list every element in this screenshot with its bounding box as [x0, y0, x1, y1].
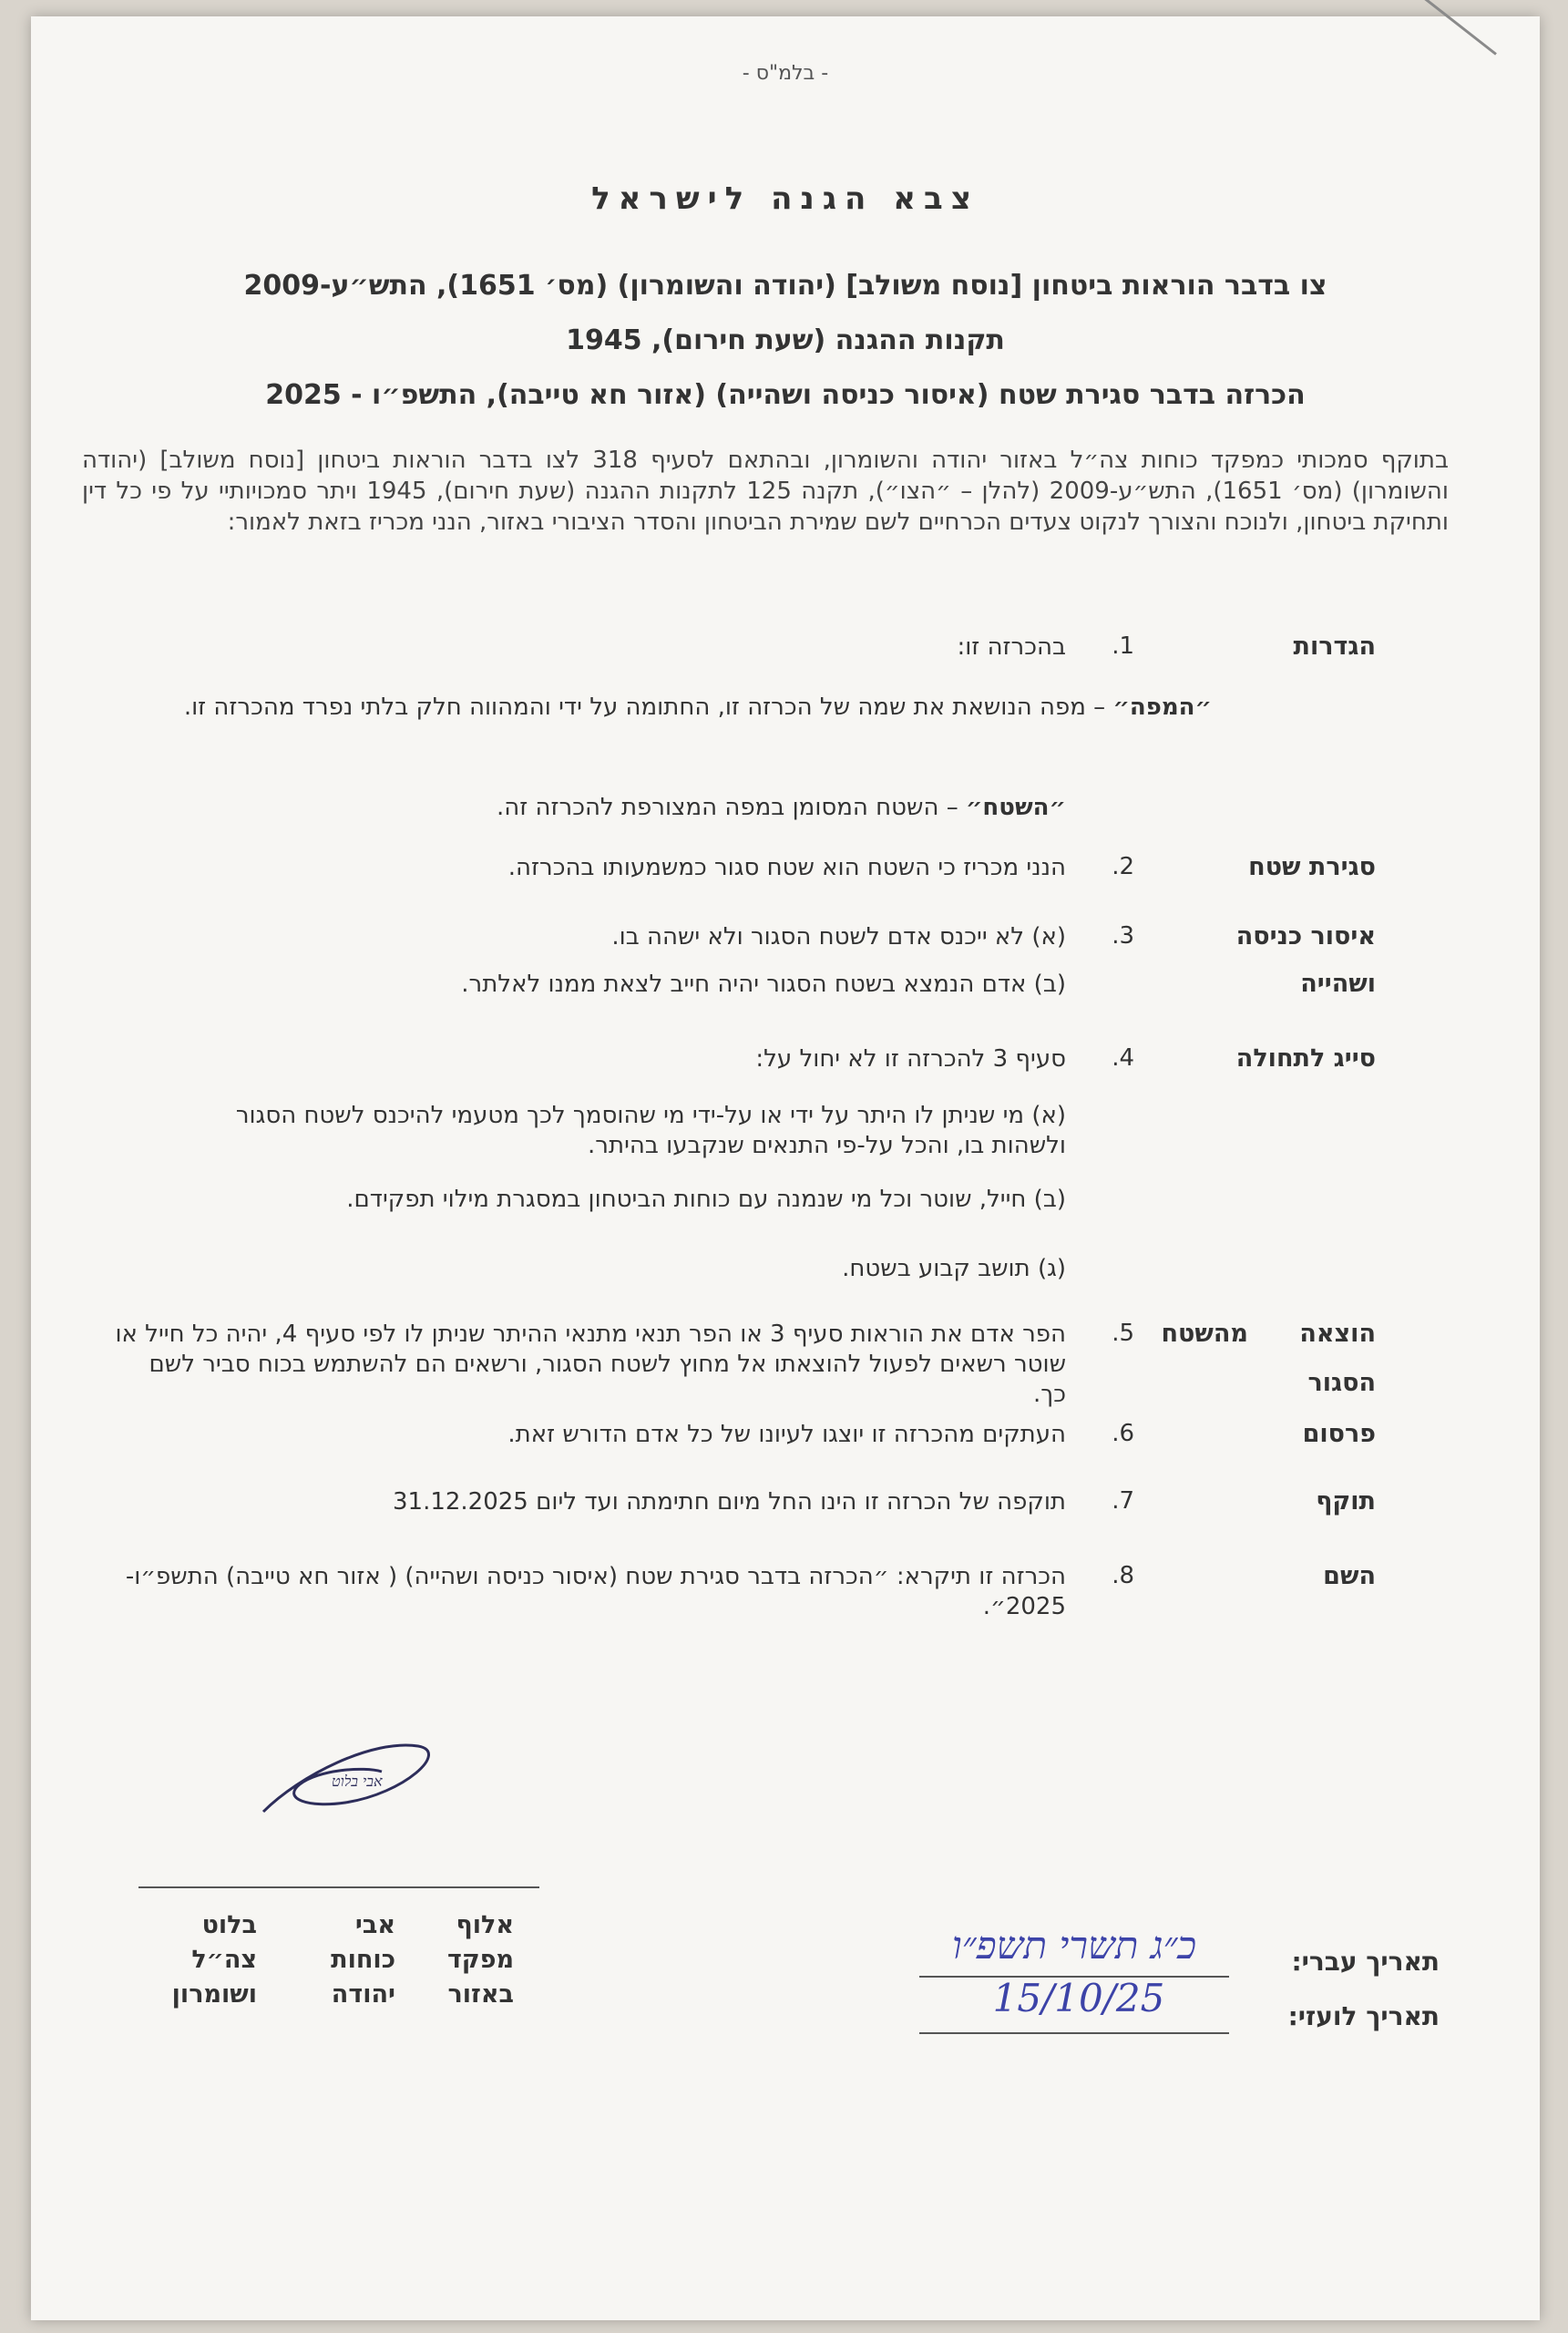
- section-4-clause-c: (ג) תושב קבוע בשטח.: [842, 1255, 1066, 1282]
- intro-paragraph: בתוקף סמכותי כמפקד כוחות צה״ל באזור יהודה והשומרון, ובהתאם לסעיף 318 לצו בדבר הוראות ביטחון [נוסח משולב] (יהודה והשומרון) (מס׳ 1651), התש״ע-2009 (להלן – ״הצו״), תקנה 125 לתקנות ההגנה (שעת חירום), 1945 ויתר סמכויותיי על פי כל דין ותחיקת ביטחון, ולנוכח והצורך לנקוט צעדים הכרחיים לשם שמירת הביטחון והסדר הציבורי באזור, הנני מכריז בזאת לאמור:: [82, 447, 1450, 536]
- definition-area: [155, 793, 1066, 823]
- section-4-number: .4: [1112, 1044, 1134, 1072]
- hebrew-date-value: כ״ג תשרי תשפ״ו: [951, 1923, 1197, 1968]
- section-1-label: הגדרות: [1293, 632, 1376, 661]
- signatory-title-1: מפקד: [446, 1946, 514, 1974]
- signatory-title-4: יהודה: [331, 1980, 395, 2009]
- document-page: [31, 16, 1540, 2320]
- gregorian-date-label: תאריך לועזי:: [1287, 2001, 1440, 2031]
- signature-mark: [245, 1711, 464, 1839]
- section-4-label: סייג לתחולה: [1235, 1044, 1376, 1073]
- section-5-number: .5: [1112, 1320, 1134, 1347]
- organization-title: צבא הגנה לישראל: [591, 180, 979, 217]
- definition-map-text: – מפה הנושאת את שמה של הכרזה זו, החתומה על ידי והמהווה חלק בלתי נפרד מהכרזה זו.: [183, 694, 1113, 721]
- section-7-label: תוקף: [1316, 1487, 1376, 1516]
- signatory-rank: אלוף: [456, 1911, 514, 1939]
- section-4-text: סעיף 3 להכרזה זו לא יחול על:: [755, 1045, 1066, 1073]
- section-1-number: .1: [1112, 632, 1134, 660]
- section-3-number: .3: [1112, 922, 1134, 950]
- section-8-number: .8: [1112, 1562, 1134, 1589]
- definition-area-term: ״השטח״: [965, 794, 1066, 821]
- signatory-title-5: צה״ל: [191, 1946, 257, 1974]
- section-6-number: .6: [1112, 1420, 1134, 1447]
- section-4-clause-b: (ב) חייל, שוטר וכל מי שנמנה עם כוחות הביטחון במסגרת מילוי תפקידם.: [346, 1186, 1066, 1213]
- classification-label: - בלמ"ס -: [742, 62, 829, 85]
- section-2-text: הנני מכריז כי השטח הוא שטח סגור כמשמעותו בהכרזה.: [507, 854, 1066, 881]
- signatory-col-1: [414, 1908, 514, 2012]
- section-7-text: תוקפה של הכרזה זו הינו החל מיום חתימתה ועד ליום 31.12.2025: [392, 1488, 1066, 1516]
- signatory-first-name: אבי: [354, 1911, 395, 1939]
- section-6-text: העתקים מהכרזה זו יוצגו לעיונו של כל אדם הדורש זאת.: [507, 1421, 1066, 1448]
- signatory-title-2: באזור: [447, 1980, 514, 2009]
- signature-line: [138, 1886, 539, 1888]
- section-3-clause-a: (א) לא ייכנס אדם לשטח הסגור ולא ישהה בו.: [611, 923, 1066, 951]
- section-3-label-line2: ושהייה: [1300, 970, 1376, 998]
- definition-map: [182, 693, 1212, 723]
- section-5-label-line2: הסגור: [1307, 1369, 1376, 1397]
- signatory-title-3: כוחות: [331, 1946, 395, 1974]
- definition-area-text: – השטח המסומן במפה המצורפת להכרזה זה.: [497, 794, 966, 821]
- section-6-label: פרסום: [1302, 1420, 1376, 1448]
- gregorian-date-value: 15/10/25: [992, 1976, 1165, 2020]
- section-2-label: סגירת שטח: [1248, 853, 1376, 881]
- hebrew-date-label: תאריך עברי:: [1291, 1947, 1440, 1977]
- section-7-number: .7: [1112, 1487, 1134, 1515]
- signatory-col-2: [286, 1908, 395, 2012]
- definition-map-term: ״המפה״: [1112, 694, 1212, 721]
- page-fold-mark: [1409, 0, 1497, 56]
- regulations-title: תקנות ההגנה (שעת חירום), 1945: [566, 324, 1005, 356]
- section-5-label-line1: הוצאה מהשטח: [1161, 1320, 1376, 1348]
- signature-text: אבי בלוט: [332, 1773, 383, 1790]
- section-4-clause-a: (א) מי שניתן לו היתר על ידי או על-ידי מי שהוסמך לכך מטעמי להיכנס לשטח הסגור ולשהות בו, והכל על-פי התנאים שנקבעו בהיתר.: [235, 1102, 1066, 1159]
- section-5-text: הפר אדם את הוראות סעיף 3 או הפר תנאי מתנאי ההיתר שניתן לו לפי סעיף 4, יהיה כל חייל או שוטר רשאים לפעול להוצאתו אל מחוץ לשטח הסגור, ורשאים הם להשתמש בכוח סביר לשם כך.: [115, 1321, 1066, 1408]
- section-8-text: הכרזה זו תיקרא: ״הכרזה בדבר סגירת שטח (איסור כניסה ושהייה) ( אזור חא טייבה) התשפ״ו- 2025״.: [125, 1563, 1066, 1620]
- signatory-last-name: בלוט: [201, 1911, 257, 1939]
- section-8-label: השם: [1323, 1562, 1376, 1590]
- section-2-number: .2: [1112, 853, 1134, 880]
- order-title: צו בדבר הוראות ביטחון [נוסח משולב] (יהודה והשומרון) (מס׳ 1651), התש״ע-2009: [243, 270, 1327, 302]
- section-3-clause-b: (ב) אדם הנמצא בשטח הסגור יהיה חייב לצאת ממנו לאלתר.: [461, 971, 1066, 998]
- gregorian-date-line: [919, 2032, 1229, 2034]
- signatory-col-3: [138, 1908, 257, 2012]
- section-3-label-line1: איסור כניסה: [1235, 922, 1376, 951]
- declaration-title: הכרזה בדבר סגירת שטח (איסור כניסה ושהייה) (אזור חא טייבה), התשפ״ו - 2025: [265, 379, 1306, 411]
- section-1-text: בהכרזה זו:: [957, 633, 1066, 661]
- signatory-title-6: ושומרון: [171, 1980, 257, 2009]
